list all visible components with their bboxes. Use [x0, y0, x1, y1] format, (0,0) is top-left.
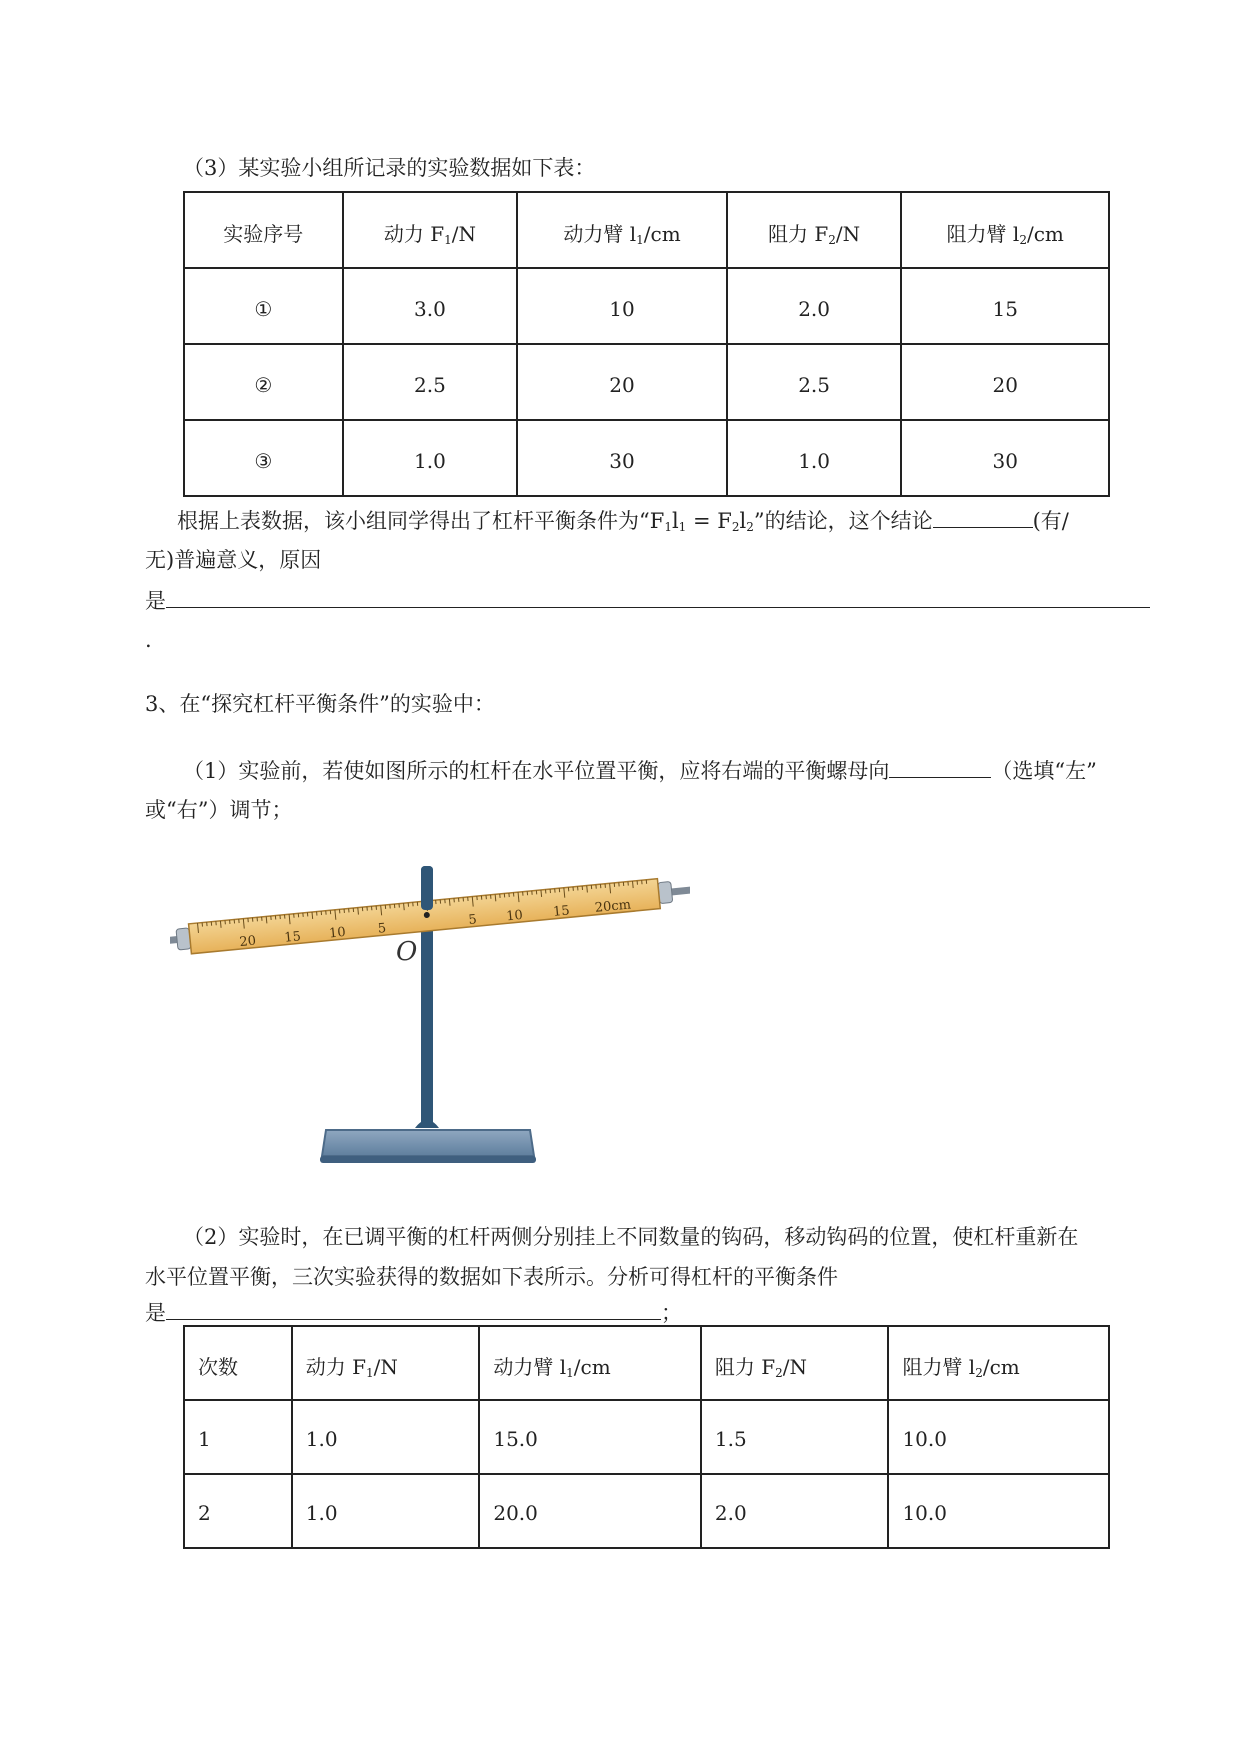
table-cell: 2.0 — [701, 1474, 889, 1548]
ruler-tick — [404, 903, 405, 910]
q3-part2-line1: （2）实验时，在已调平衡的杠杆两侧分别挂上不同数量的钩码，移动钩码的位置，使杠杆重新在 — [183, 1225, 1079, 1249]
table-row — [184, 1474, 1109, 1548]
ruler-tick — [312, 912, 313, 919]
ruler-tick — [541, 890, 542, 897]
table-cell: 10.0 — [888, 1474, 1109, 1548]
table-cell: 10.0 — [888, 1400, 1109, 1474]
tick-label: 10 — [505, 907, 524, 925]
table-cell: 30 — [901, 420, 1109, 496]
reason-end-dot: . — [145, 628, 152, 652]
table-cell: 1.0 — [727, 420, 902, 496]
stand-joint — [415, 1120, 439, 1128]
table-cell: 1.0 — [343, 420, 518, 496]
tick-label: 5 — [377, 920, 387, 937]
table-cell: 3.0 — [343, 268, 518, 344]
q3-part1-line1: （1）实验前，若使如图所示的杠杆在水平位置平衡，应将右端的平衡螺母向 （选填“左” — [183, 755, 1097, 786]
header-cell: 阻力 $F_2/N$ — [701, 1326, 889, 1400]
question-3-title: 3、在“探究杠杆平衡条件”的实验中： — [145, 692, 495, 716]
header-cell: 实验序号 — [184, 192, 343, 268]
conclusion-line2: 无)普遍意义，原因 — [145, 548, 322, 572]
stand-base-bottom — [320, 1156, 536, 1163]
reason-line: 是 — [145, 585, 1150, 616]
table-header-row — [184, 1326, 1109, 1400]
q3-part2-line3: 是 ； — [145, 1297, 682, 1328]
ruler-tick — [495, 894, 496, 901]
tick-label: 15 — [283, 929, 302, 946]
table-header-row — [184, 192, 1109, 268]
table-cell: 1 — [184, 1400, 292, 1474]
pivot-label: O — [396, 937, 418, 967]
q3-intro: （3）某实验小组所记录的实验数据如下表： — [183, 156, 596, 180]
ruler-tick — [358, 908, 359, 915]
header-cell: 阻力 $F_2/N$ — [727, 192, 902, 268]
ruler-tick — [587, 886, 588, 893]
header-cell: 动力 $F_1/N$ — [292, 1326, 480, 1400]
table-row — [184, 1400, 1109, 1474]
q3-part1-line2: 或“右”）调节； — [145, 798, 293, 822]
tick-label: 15 — [552, 903, 571, 920]
table-cell: 15 — [901, 268, 1109, 344]
ruler-tick — [449, 899, 450, 906]
answer-blank-reason[interactable] — [166, 585, 1150, 608]
table-cell: 1.0 — [292, 1400, 480, 1474]
table-cell: 2.0 — [727, 268, 902, 344]
answer-blank-balance-condition[interactable] — [166, 1297, 661, 1320]
tick-label: 5 — [467, 912, 478, 929]
table-cell: 15.0 — [479, 1400, 701, 1474]
table-cell: ③ — [184, 420, 343, 496]
table-cell: 30 — [517, 420, 727, 496]
table-cell: 20 — [517, 344, 727, 420]
experiment-table-1 — [183, 191, 1110, 497]
tick-label: 20cm — [594, 897, 632, 916]
table-cell: 2 — [184, 1474, 292, 1548]
stand-base — [322, 1130, 534, 1156]
table-cell: 1.0 — [292, 1474, 480, 1548]
answer-blank-meaning[interactable] — [933, 505, 1033, 528]
table-row — [184, 420, 1109, 496]
header-cell: 阻力臂 $l_2/cm$ — [901, 192, 1109, 268]
lever-figure — [170, 860, 690, 1170]
table-cell: ① — [184, 268, 343, 344]
table-cell: 2.5 — [343, 344, 518, 420]
table-cell: 2.5 — [727, 344, 902, 420]
header-cell: 动力臂 $l_1/cm$ — [517, 192, 727, 268]
header-cell: 动力臂 $l_1/cm$ — [479, 1326, 701, 1400]
table-cell: 20.0 — [479, 1474, 701, 1548]
experiment-table-2 — [183, 1325, 1110, 1549]
ruler-tick — [633, 881, 634, 888]
table-row — [184, 344, 1109, 420]
header-cell: 次数 — [184, 1326, 292, 1400]
conclusion-paragraph: 根据上表数据，该小组同学得出了杠杆平衡条件为“$F_1l_1 = F_2l_2$”的结论，这个结论 (有/ — [177, 505, 1069, 542]
table-cell: 20 — [901, 344, 1109, 420]
ruler-tick — [266, 916, 267, 923]
header-cell: 阻力臂 $l_2/cm$ — [888, 1326, 1109, 1400]
ruler-tick — [220, 921, 221, 928]
table-cell: 1.5 — [701, 1400, 889, 1474]
table-cell: ② — [184, 344, 343, 420]
table-cell: 10 — [517, 268, 727, 344]
stand-rod-top — [421, 866, 433, 910]
table-row — [184, 268, 1109, 344]
answer-blank-direction[interactable] — [889, 755, 991, 778]
tick-label: 20 — [238, 933, 257, 951]
tick-label: 10 — [328, 924, 347, 942]
header-cell: 动力 $F_1/N$ — [343, 192, 518, 268]
q3-part2-line2: 水平位置平衡，三次实验获得的数据如下表所示。分析可得杠杆的平衡条件 — [145, 1265, 838, 1289]
